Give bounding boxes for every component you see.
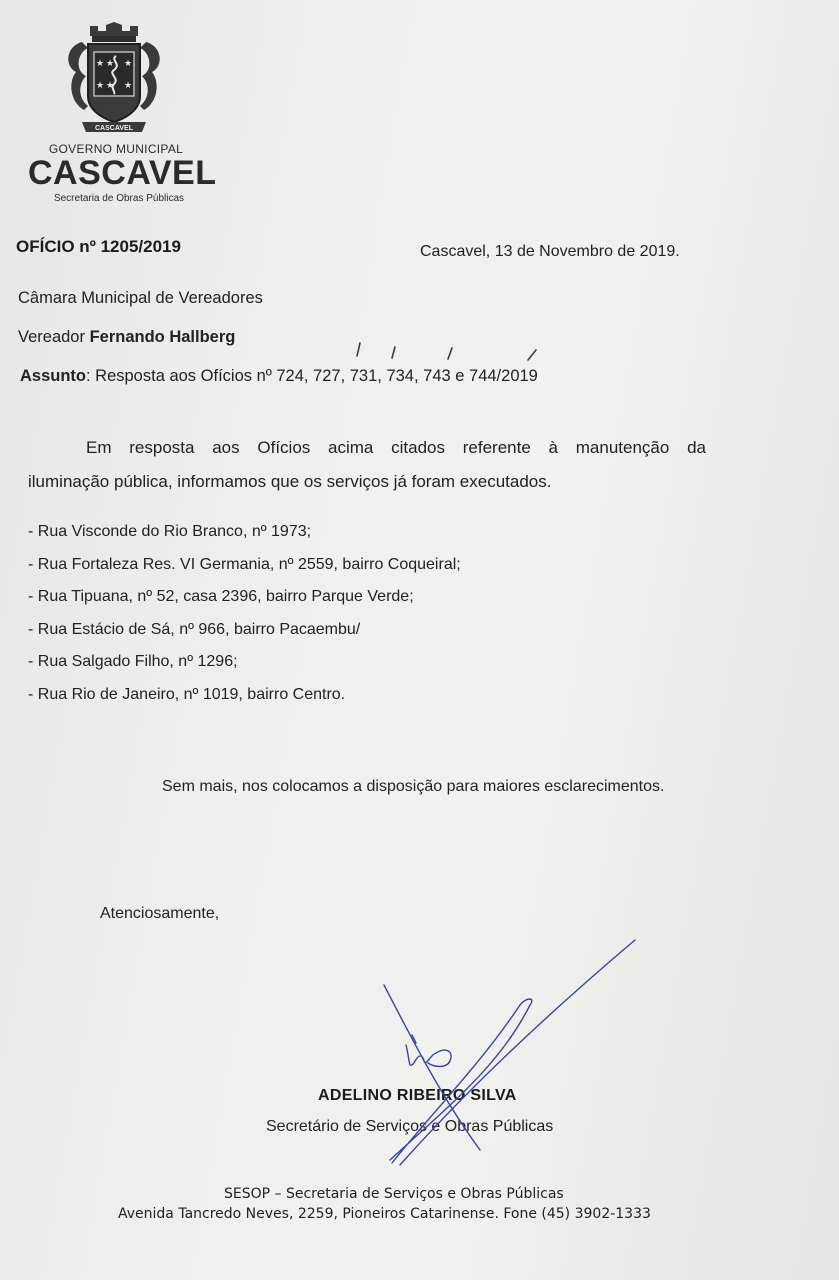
svg-text:★: ★: [124, 59, 133, 69]
closing-sentence: Sem mais, nos colocamos a disposição para maiores esclarecimentos.: [162, 778, 665, 795]
government-label: GOVERNO MUNICIPAL: [48, 142, 184, 156]
body-paragraph-line-1: Em resposta aos Ofícios acima citados referente à manutenção da: [86, 438, 706, 457]
document-date: Cascavel, 13 de Novembro de 2019.: [420, 243, 680, 260]
subject-label: Assunto: [20, 367, 86, 385]
department-label: Secretaria de Obras Públicas: [53, 193, 185, 204]
signer-title: Secretário de Serviços e Obras Públicas: [266, 1118, 554, 1135]
subject-line: [20, 367, 538, 386]
city-crest-icon: [60, 22, 168, 140]
recipient-institution: Câmara Municipal de Vereadores: [18, 289, 263, 307]
list-item: - Rua Salgado Filho, nº 1296;: [28, 653, 238, 670]
list-item: - Rua Fortaleza Res. VI Germania, nº 2559, bairro Coqueiral;: [28, 555, 461, 573]
list-item: - Rua Rio de Janeiro, nº 1019, bairro Centro.: [28, 685, 346, 703]
svg-text:★: ★: [106, 59, 115, 69]
svg-text:★: ★: [106, 81, 115, 91]
svg-text:★: ★: [96, 59, 105, 69]
signer-name: ADELINO RIBEIRO SILVA: [318, 1087, 517, 1104]
subject-text: : Resposta aos Ofícios nº 724, 727, 731, 734, 743 e 744/2019: [86, 367, 538, 385]
crest-ribbon-text: CASCAVEL: [95, 125, 133, 132]
svg-text:★: ★: [124, 81, 133, 91]
address-list: [28, 522, 461, 717]
regards: Atenciosamente,: [100, 905, 220, 922]
footer-department: SESOP – Secretaria de Serviços e Obras Públicas: [224, 1186, 564, 1202]
list-item: - Rua Tipuana, nº 52, casa 2396, bairro Parque Verde;: [28, 588, 414, 605]
handwritten-tick-marks: [350, 340, 550, 364]
recipient-line: [18, 328, 235, 347]
body-paragraph-line-2: iluminação pública, informamos que os serviços já foram executados.: [28, 472, 552, 491]
handwritten-signature: [330, 935, 650, 1185]
recipient-title: Vereador: [18, 328, 90, 346]
oficio-number: OFÍCIO nº 1205/2019: [16, 237, 181, 256]
list-item: - Rua Visconde do Rio Branco, nº 1973;: [28, 523, 312, 540]
svg-text:★: ★: [96, 81, 105, 91]
footer-address: Avenida Tancredo Neves, 2259, Pioneiros Catarinense. Fone (45) 3902-1333: [118, 1206, 651, 1222]
list-item: - Rua Estácio de Sá, nº 966, bairro Pacaembu/: [28, 620, 361, 638]
city-name: CASCAVEL: [28, 154, 217, 192]
recipient-name: Fernando Hallberg: [89, 328, 236, 346]
